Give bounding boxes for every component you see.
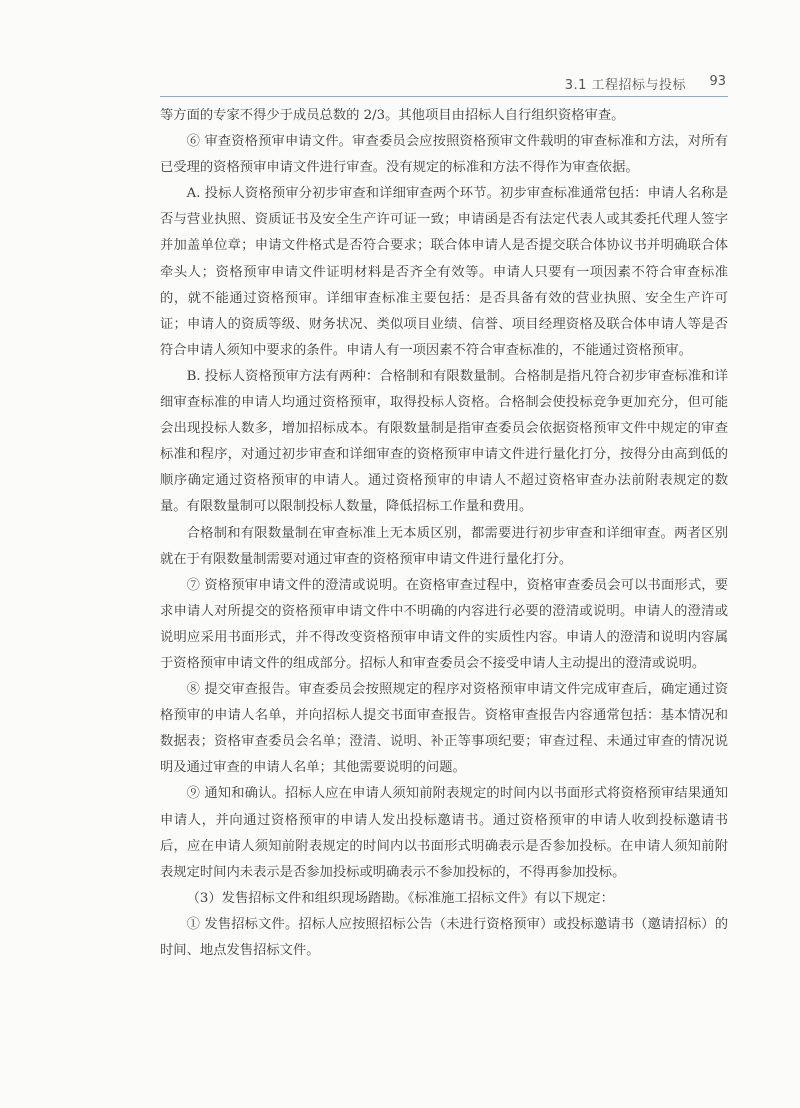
paragraph-item-7: ⑦ 资格预审申请文件的澄清或说明。在资格审查过程中，资格审查委员会可以书面形式，要求申请人对所提交的资格预审申请文件中不明确的内容进行必要的澄清或说明。申请人的澄清或说明应采用书面形式，并不得改变资格预审申请文件的实质性内容。申请人的澄清和说明内容属于资格预审申请文件的组成部分。招标人和审查委员会不接受申请人主动提出的澄清或说明。 <box>160 577 728 671</box>
body-text <box>160 103 728 964</box>
paragraph-continuation: 等方面的专家不得少于成员总数的 2/3。其他项目由招标人自行组织资格审查。 <box>160 108 625 123</box>
paragraph-item-1: ① 发售招标文件。招标人应按照招标公告（未进行资格预审）或投标邀请书（邀请招标）的时间、地点发售招标文件。 <box>160 916 728 958</box>
paragraph-item-9: ⑨ 通知和确认。招标人应在申请人须知前附表规定的时间内以书面形式将资格预审结果通知申请人，并向通过资格预审的申请人发出投标邀请书。通过资格预审的申请人收到投标邀请书后，应在申请人须知前附表规定的时间内以书面形式明确表示是否参加投标。在申请人须知前附表规定时间内未表示是否参加投标或明确表示不参加投标的，不得再参加投标。 <box>160 786 728 880</box>
running-header <box>160 70 728 97</box>
paragraph-item-6: ⑥ 审查资格预审申请文件。审查委员会应按照资格预审文件载明的审查标准和方法，对所有已受理的资格预审申请文件进行审查。没有规定的标准和方法不得作为审查依据。 <box>160 134 728 176</box>
paragraph-section-3: （3）发售招标文件和组织现场踏勘。《标准施工招标文件》有以下规定： <box>186 890 614 906</box>
paragraph-item-8: ⑧ 提交审查报告。审查委员会按照规定的程序对资格预审申请文件完成审查后，确定通过资格预审的申请人名单，并向招标人提交书面审查报告。资格审查报告内容通常包括：基本情况和数据表；资格审查委员会名单；澄清、说明、补正等事项纪要；审查过程、未通过审查的情况说明及通过审查的申请人名单；其他需要说明的问题。 <box>160 682 728 776</box>
page-number: 93 <box>709 74 726 89</box>
paragraph-item-b: B. 投标人资格预审方法有两种：合格制和有限数量制。合格制是指凡符合初步审查标准和详细审查标准的申请人均通过资格预审，取得投标人资格。合格制会使投标竞争更加充分，但可能会出现投标人数多，增加招标成本。有限数量制是指审查委员会依据资格预审文件中规定的审查标准和程序，对通过初步审查和详细审查的资格预审申请文件进行量化打分，按得分由高到低的顺序确定通过资格预审的申请人。通过资格预审的申请人不超过资格审查办法前附表规定的数量。有限数量制可以限制投标人数量，降低招标工作量和费用。 <box>160 368 728 515</box>
paragraph-item-a: A. 投标人资格预审分初步审查和详细审查两个环节。初步审查标准通常包括：申请人名称是否与营业执照、资质证书及安全生产许可证一致；申请函是否有法定代表人或其委托代理人签字并加盖单位章；申请文件格式是否符合要求；联合体申请人是否提交联合体协议书并明确联合体牵头人；资格预审申请文件证明材料是否齐全有效等。申请人只要有一项因素不符合审查标准的，就不能通过资格预审。详细审查标准主要包括：是否具备有效的营业执照、安全生产许可证；申请人的资质等级、财务状况、类似项目业绩、信誉、项目经理资格及联合体申请人等是否符合申请人须知中要求的条件。申请人有一项因素不符合审查标准的，不能通过资格预审。 <box>160 186 728 358</box>
section-title: 3.1 工程招标与投标 <box>564 78 686 93</box>
paragraph-comparison: 合格制和有限数量制在审查标准上无本质区别，都需要进行初步审查和详细审查。两者区别就在于有限数量制需要对通过审查的资格预审申请文件进行量化打分。 <box>160 525 728 567</box>
